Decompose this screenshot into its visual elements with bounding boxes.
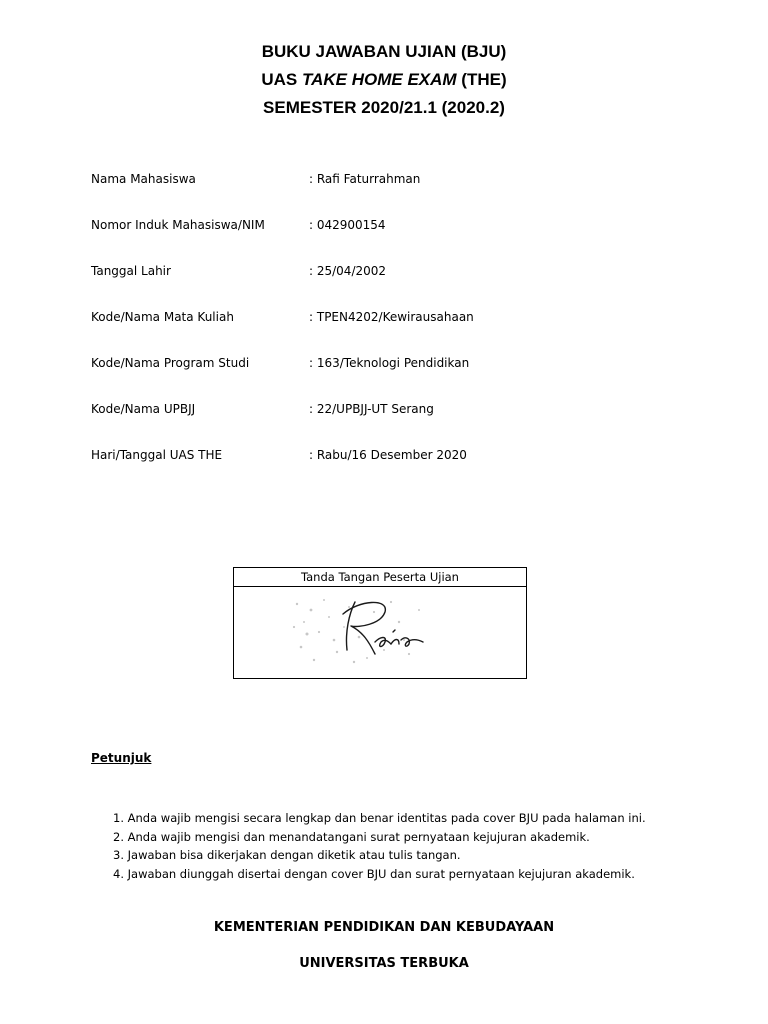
instructions-title: Petunjuk bbox=[91, 751, 152, 765]
identity-label: Kode/Nama UPBJJ bbox=[91, 402, 196, 416]
instructions-list bbox=[113, 809, 733, 883]
identity-row-program bbox=[91, 356, 691, 402]
identity-table bbox=[91, 172, 691, 494]
ministry-name: KEMENTERIAN PENDIDIKAN DAN KEBUDAYAAN bbox=[213, 920, 555, 935]
instruction-item: 1. Anda wajib mengisi secara lengkap dan benar identitas pada cover BJU pada halaman ini. bbox=[113, 811, 646, 825]
university-name: UNIVERSITAS TERBUKA bbox=[299, 956, 469, 971]
identity-value: : 163/Teknologi Pendidikan bbox=[309, 356, 470, 370]
instruction-item: 3. Jawaban bisa dikerjakan dengan diketik atau tulis tangan. bbox=[113, 848, 461, 862]
title-line-2-italic: TAKE HOME EXAM bbox=[302, 70, 457, 89]
identity-label: Hari/Tanggal UAS THE bbox=[91, 448, 223, 462]
identity-row-course bbox=[91, 310, 691, 356]
instruction-item: 2. Anda wajib mengisi dan menandatangani surat pernyataan kejujuran akademik. bbox=[113, 829, 590, 844]
signature-box bbox=[233, 567, 527, 679]
identity-row-exam-date bbox=[91, 448, 691, 494]
instruction-item: 4. Jawaban diunggah disertai dengan cover BJU dan surat pernyataan kejujuran akademik. bbox=[113, 866, 635, 881]
identity-value: : TPEN4202/Kewirausahaan bbox=[309, 310, 474, 324]
identity-value: : Rafi Faturrahman bbox=[309, 172, 421, 186]
title-line-1: BUKU JAWABAN UJIAN (BJU) bbox=[261, 42, 507, 61]
identity-value: : 22/UPBJJ-UT Serang bbox=[309, 402, 434, 416]
identity-value: : 25/04/2002 bbox=[309, 264, 387, 278]
identity-label: Kode/Nama Program Studi bbox=[91, 356, 250, 370]
title-line-2-prefix: UAS bbox=[261, 70, 302, 89]
signature-header: Tanda Tangan Peserta Ujian bbox=[234, 568, 526, 587]
identity-value: : 042900154 bbox=[309, 218, 386, 232]
identity-label: Tanggal Lahir bbox=[91, 264, 171, 278]
identity-row-nim bbox=[91, 218, 691, 264]
identity-value: : Rabu/16 Desember 2020 bbox=[309, 448, 467, 462]
identity-label: Nama Mahasiswa bbox=[91, 172, 196, 186]
identity-row-name bbox=[91, 172, 691, 218]
identity-row-birthdate bbox=[91, 264, 691, 310]
title-line-2-suffix: (THE) bbox=[456, 70, 507, 89]
document-title bbox=[0, 38, 768, 122]
identity-label: Kode/Nama Mata Kuliah bbox=[91, 310, 234, 324]
title-line-3: SEMESTER 2020/21.1 (2020.2) bbox=[263, 98, 505, 117]
signature-image bbox=[289, 592, 429, 668]
identity-label: Nomor Induk Mahasiswa/NIM bbox=[91, 218, 265, 232]
title-line-2 bbox=[0, 66, 768, 94]
identity-row-upbjj bbox=[91, 402, 691, 448]
